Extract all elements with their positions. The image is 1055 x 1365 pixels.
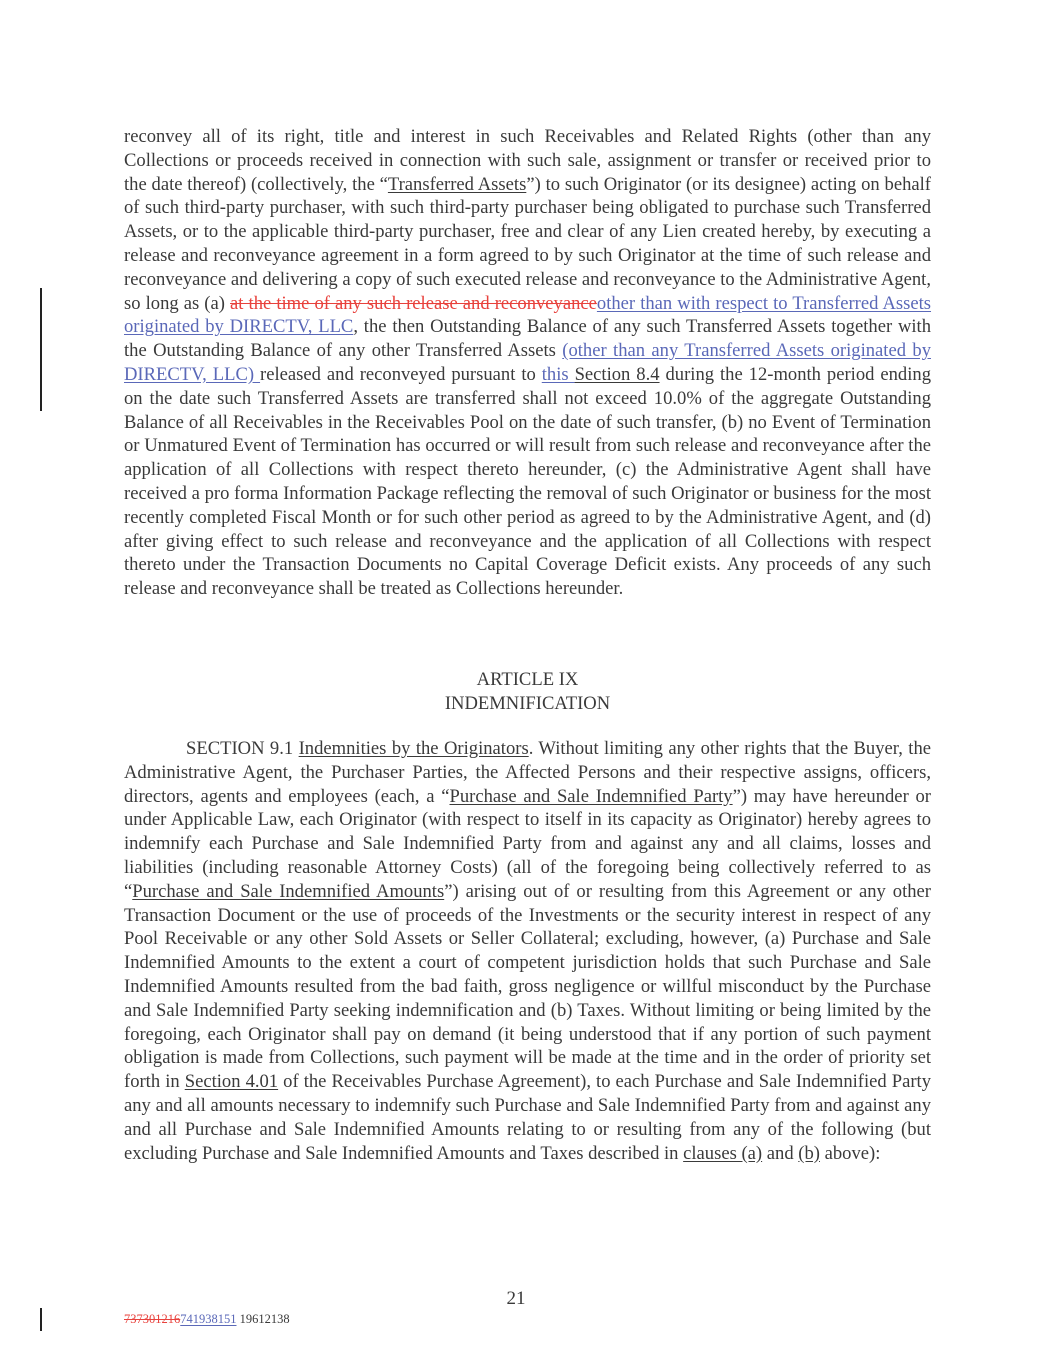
paragraph-transferred-assets [124,125,931,601]
deleted-text: at the time of any such release and reconveyance [230,292,597,314]
clause-reference: (b) [798,1142,820,1164]
defined-term: Transferred Assets [387,173,527,195]
text-run: of the Receivables Purchase Agreement), to each Purchase and Sale Indemnified Party any and all amounts necessary to indemnify such Purchase and Sale Indemnified Party from and against any and all Purchase and Sale Indemnified Amounts relating to or resulting from any of the following (but excluding Purchase and Sale Indemnified Amounts and Taxes described in [124,1071,932,1164]
deleted-doc-id: 737301216 [124,1312,181,1326]
section-9-1-paragraph [124,737,931,1165]
inserted-text: this [541,363,575,385]
inserted-text: other than with respect to Transferred Assets originated by DIRECTV, LLC [124,292,932,338]
text-run: . Without limiting any other rights that the Buyer, the Administrative Agent, the Purchaser Parties, the Affected Persons and their respective assigns, officers, directors, agents and employees (each, a “ [124,738,931,807]
change-bar [40,288,42,411]
defined-term: Purchase and Sale Indemnified Party [449,785,733,807]
text-run: during the 12-month period ending on the date such Transferred Assets are transferred shall not exceed 10.0% of the aggregate Outstanding Balance of all Receivables in the Receivables Pool on the date of such transfer, (b) no Event of Termination or Unmatured Event of Termination has occurred or will result from such release and reconveyance after the application of all Collections with respect thereto hereunder, (c) the Administrative Agent shall have received a pro forma Information Package reflecting the removal of such Originator or business for the most recently completed Fiscal Month or for such other period as agreed to by the Administrative Agent, and (d) after giving effect to such release and reconveyance and the application of all Collections with respect thereto under the Transaction Documents no Capital Coverage Deficit exists. Any proceeds of any such release and reconveyance shall be treated as Collections hereunder. [124,363,931,600]
text-run: ”) may have hereunder or under Applicable Law, each Originator (with respect to itself in its capacity as Originator) hereby agrees to indemnify each Purchase and Sale Indemnified Party from and against any and all claims, losses and liabilities (including reasonable Attorney Costs) (all of the foregoing being collectively referred to as “ [124,785,931,902]
clause-reference: clauses (a) [683,1142,763,1164]
article-number: ARTICLE IX [476,669,579,690]
defined-term: Purchase and Sale Indemnified Amounts [132,880,445,902]
page-number: 21 [506,1288,526,1309]
text-run: and [762,1142,799,1164]
change-bar-footer [40,1308,42,1331]
text-run: reconvey all of its right, title and interest in such Receivables and Related Rights (other than any Collections or proceeds received in connection with such sale, assignment or transfer or received prior to the date thereof) (collectively, the “ [124,126,931,195]
inserted-text: (other than any Transferred Assets originated by DIRECTV, LLC) [124,340,931,385]
section-heading: Indemnities by the Originators [298,738,529,759]
section-reference: Section 4.01 [184,1071,279,1093]
article-title: INDEMNIFICATION [444,693,611,714]
document-footer-id [124,1312,290,1327]
doc-id: 19612138 [236,1312,290,1326]
text-run: ”) to such Originator (or its designee) acting on behalf of such third-party purchaser, with such third-party purchaser being obligated to purchase such Transferred Assets, or to the applicable third-party purchaser, free and clear of any Lien created hereby, by executing a release and reconveyance agreement in a form agreed to by such Originator at the time of such release and reconveyance and delivering a copy of such executed release and reconveyance to the Administrative Agent, so long as (a) [124,173,931,314]
text-run: released and reconveyed pursuant to [260,363,542,385]
text-run: , the then Outstanding Balance of any such Transferred Assets together with the Outstanding Balance of any other Transferred Assets [124,316,932,362]
text-run: above): [819,1142,881,1164]
section-reference: Section 8.4 [574,363,660,385]
section-label: SECTION 9.1 [186,738,299,759]
text-run: ”) arising out of or resulting from this Agreement or any other Transaction Document or the use of proceeds of the Investments or the security interest in respect of any Pool Receivable or any other Sold Assets or Seller Collateral; excluding, however, (a) Purchase and Sale Indemnified Amounts to the extent a court of competent jurisdiction holds that such Purchase and Sale Indemnified Amounts resulted from the bad faith, gross negligence or willful misconduct by the Purchase and Sale Indemnified Party seeking indemnification and (b) Taxes. Without limiting or being limited by the foregoing, each Originator shall pay on demand (it being understood that if any portion of such payment obligation is made from Collections, such payment will be made at the time and in the order of priority set forth in [124,880,931,1093]
inserted-doc-id: 741938151 [180,1312,237,1326]
